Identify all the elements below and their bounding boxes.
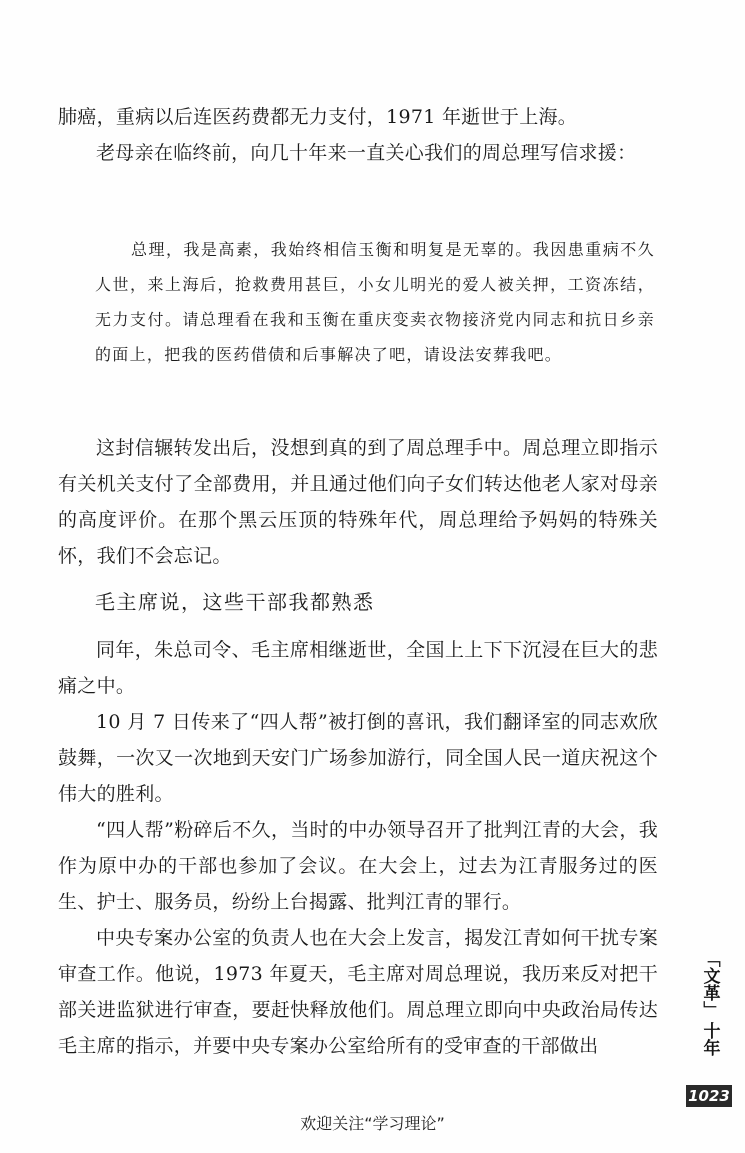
paragraph-3: 这封信辗转发出后，没想到真的到了周总理手中。周总理立即指示有关机关支付了全部费用，并且通过他们向子女们转达他老人家对母亲的高度评价。在那个黑云压顶的特殊年代，周总理给予妈妈的特殊关怀，我们不会忘记。 [58, 437, 658, 567]
section-heading: 毛主席说，这些干部我都熟悉 [95, 590, 375, 614]
side-tab-top: 「文革」 [699, 950, 720, 1018]
paragraph-7: 中央专案办公室的负责人也在大会上发言，揭发江青如何干扰专案审查工作。他说，1973 年夏天，毛主席对周总理说，我历来反对把干部关进监狱进行审查，要赶快释放他们。周总理立即向中央政治局传达毛主席的指示，并要中央专案办公室给所有的受审查的干部做出 [58, 927, 658, 1057]
page-number: 1023 [686, 1085, 732, 1107]
paragraph-2: 老母亲在临终前，向几十年来一直关心我们的周总理写信求援： [96, 142, 637, 164]
paragraph-4: 同年，朱总司令、毛主席相继逝世，全国上上下下沉浸在巨大的悲痛之中。 [58, 639, 658, 697]
paragraph-1: 肺癌，重病以后连医药费都无力支付，1971 年逝世于上海。 [58, 106, 578, 128]
paragraph-5: 10 月 7 日传来了“四人帮”被打倒的喜讯，我们翻译室的同志欢欣鼓舞，一次又一次地到天安门广场参加游行，同全国人民一道庆祝这个伟大的胜利。 [58, 711, 658, 805]
chapter-side-tab [693, 950, 725, 1056]
side-tab-bottom: 十年 [699, 1022, 720, 1056]
paragraph-6: “四人帮”粉碎后不久，当时的中办领导召开了批判江青的大会，我作为原中办的干部也参加了会议。在大会上，过去为江青服务过的医生、护士、服务员，纷纷上台揭露、批判江青的罪行。 [58, 819, 658, 913]
footer-note: 欢迎关注“学习理论” [300, 1114, 445, 1133]
letter-quote: 总理，我是高素，我始终相信玉衡和明复是无辜的。我因患重病不久人世，来上海后，抢救费用甚巨，小女儿明光的爱人被关押，工资冻结，无力支付。请总理看在我和玉衡在重庆变卖衣物接济党内同志和抗日乡亲的面上，把我的医药借债和后事解决了吧，请设法安葬我吧。 [95, 240, 655, 364]
